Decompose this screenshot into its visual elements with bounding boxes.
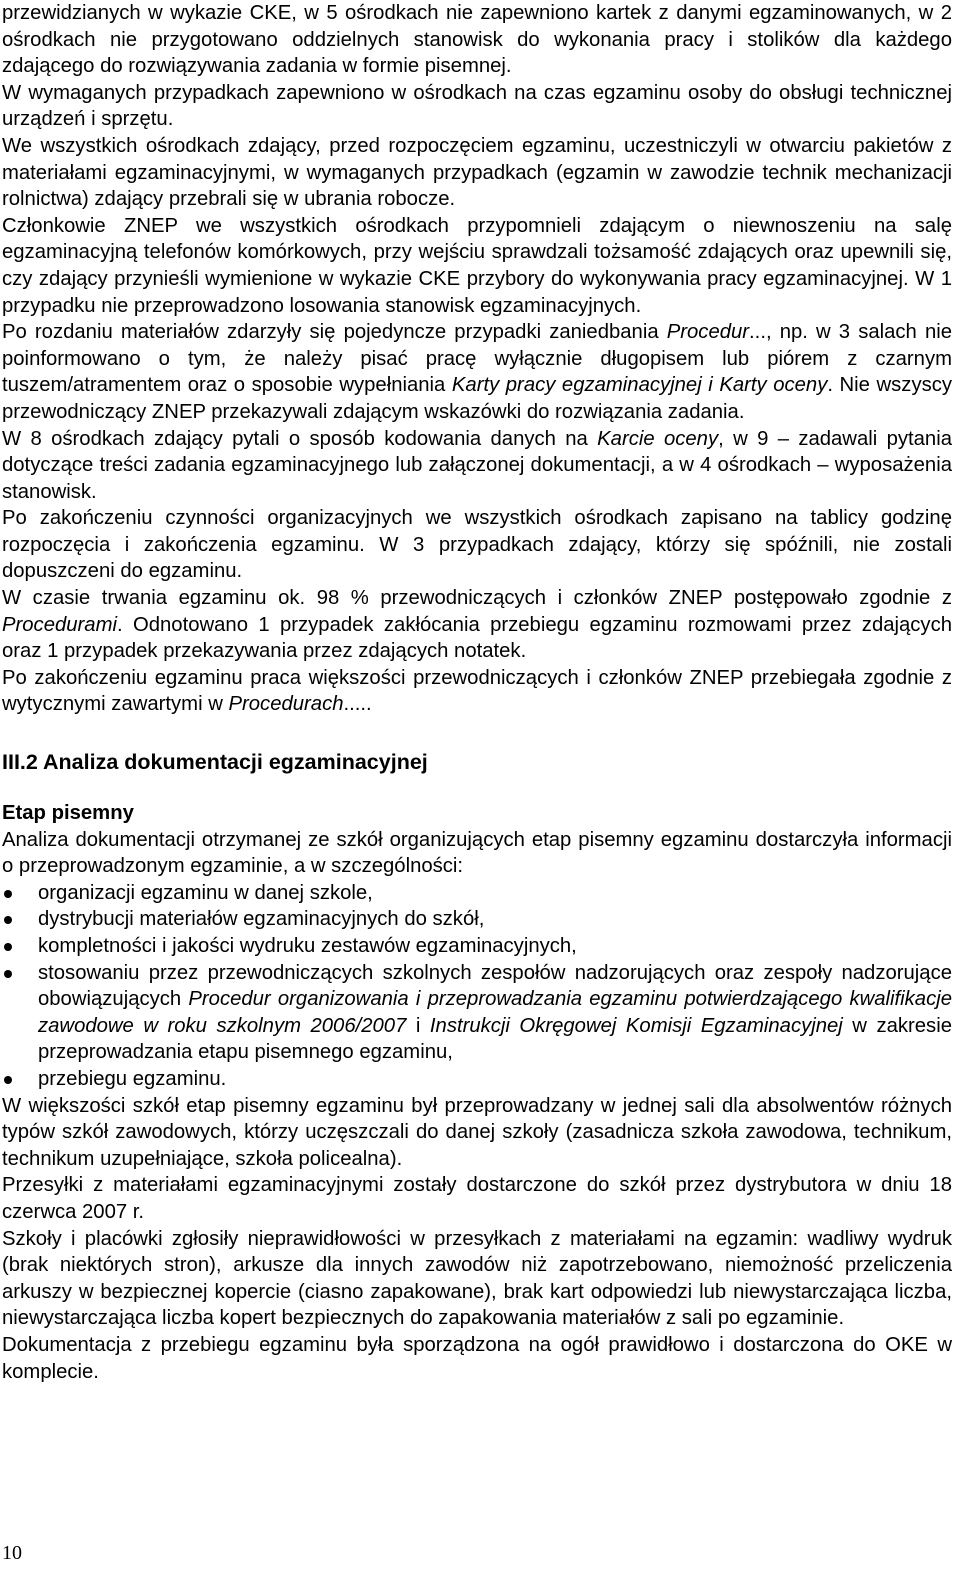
text-segment: Szkoły i placówki zgłosiły nieprawidłowości w przesyłkach z materiałami na egzamin: wadliwy wydruk (brak niektórych stron), arkusze dla innych zawodów niż zapotrzebowano, niemożność przeliczenia arkuszy w bezpiecznej kopercie (ciasno zapakowane), brak kart odpowiedzi lub niewystarczająca liczba, niewystarczająca liczba kopert bezpiecznych do zapakowania materiałów z sali po egzaminie. [2, 1227, 952, 1330]
paragraph [2, 80, 952, 133]
text-segment: We wszystkich ośrodkach zdający, przed rozpoczęciem egzaminu, uczestniczyli w otwarciu pakietów z materiałami egzaminacyjnymi, w wymaganych przypadkach (egzamin w zawodzie technik mechanizacji rolnictwa) zdający przebrali się w ubrania robocze. [2, 134, 952, 211]
list-item [2, 933, 952, 960]
bullet-list [2, 880, 952, 1093]
paragraph [2, 505, 952, 585]
section-heading: III.2 Analiza dokumentacji egzaminacyjnej [2, 750, 428, 775]
text-segment: . Nie wszyscy przewodniczący ZNEP przekazywali zdającym wskazówki do rozwiązania zadania. [2, 374, 953, 423]
top-paragraphs [2, 0, 952, 718]
italic-text: Procedur [666, 321, 750, 344]
text-segment: Po zakończeniu czynności organizacyjnych we wszystkich ośrodkach zapisano na tablicy godzinę rozpoczęcia i zakończenia egzaminu. W 3 przypadkach zdający, którzy się spóźnili, nie zostali dopuszczeni do egzaminu. [2, 507, 952, 583]
list-item [2, 960, 952, 1066]
text-segment: Przesyłki z materiałami egzaminacyjnymi zostały dostarczone do szkół przez dystrybutora w dniu 18 czerwca 2007 r. [2, 1174, 952, 1223]
text-segment: Dokumentacja z przebiegu egzaminu była sporządzona na ogół prawidłowo i dostarczona do OKE w komplecie. [2, 1333, 952, 1383]
text-segment: ..., np. w 3 salach nie poinformowano o tym, że należy pisać pracę wyłącznie długopisem lub piórem z czarnym tuszem/atramentem oraz o sposobie wypełniania [2, 321, 953, 397]
bullet-icon [4, 943, 12, 951]
sub-heading: Etap pisemny [2, 802, 134, 825]
italic-text: Karcie oceny [597, 427, 719, 450]
text-segment: Członkowie ZNEP we wszystkich ośrodkach przypomnieli zdającym o niewnoszeniu na salę egzaminacyjną telefonów komórkowych, przy wejściu sprawdzali tożsamość zdających oraz upewnili się, czy zdający przynieśli wymienione w wykazie CKE przybory do wykonywania pracy egzaminacyjnej. W 1 przypadku nie przeprowadzono losowania stanowisk egzaminacyjnych. [2, 214, 952, 317]
text-segment: Po rozdaniu materiałów zdarzyły się pojedyncze przypadki zaniedbania [2, 321, 667, 344]
bullet-icon [4, 890, 12, 898]
list-item [2, 880, 952, 907]
text-segment: W wymaganych przypadkach zapewniono w ośrodkach na czas egzaminu osoby do obsługi technicznej urządzeń i sprzętu. [2, 81, 952, 131]
list-item [2, 1066, 952, 1093]
italic-text: Procedur organizowania i przeprowadzania egzaminu potwierdzającego kwalifikacje zawodowe w roku szkolnym 2006/2007 [38, 988, 953, 1037]
text-segment: W większości szkół etap pisemny egzaminu był przeprowadzany w jednej sali dla absolwentów różnych typów szkół zawodowych, którzy uczęszczali do danej szkoły (zasadnicza szkoła zawodowa, technikum, technikum uzupełniające, szkoła policealna). [2, 1094, 952, 1170]
paragraph [2, 1226, 952, 1332]
paragraph [2, 665, 952, 718]
text-segment: , w 9 – zadawali pytania dotyczące treści zadania egzaminacyjnego lub załączonej dokumentacji, a w 4 ośrodkach – wyposażenia stanowisk. [2, 427, 952, 503]
paragraph [2, 0, 952, 80]
paragraph [2, 319, 952, 425]
list-item [2, 906, 952, 933]
text-segment: dystrybucji materiałów egzaminacyjnych do szkół, [38, 908, 485, 931]
bullet-icon [4, 1076, 12, 1084]
bottom-paragraphs [2, 1093, 952, 1386]
intro-paragraph: Analiza dokumentacji otrzymanej ze szkół organizujących etap pisemny egzaminu dostarczyła informacji o przeprowadzonym egzaminie, a w szczególności: [2, 828, 952, 878]
text-segment: ..... [343, 693, 372, 716]
text-segment: przebiegu egzaminu. [38, 1067, 227, 1090]
italic-text: Procedurami [2, 613, 117, 636]
document-page [2, 0, 952, 1385]
text-segment: . Odnotowano 1 przypadek zakłócania przebiegu egzaminu rozmowami przez zdających oraz 1 przypadek przekazywania przez zdających notatek. [2, 613, 952, 663]
text-segment: i [406, 1014, 430, 1037]
italic-text: Instrukcji Okręgowej Komisji Egzaminacyjnej [429, 1014, 843, 1037]
paragraph [2, 426, 952, 506]
paragraph [2, 213, 952, 319]
paragraph [2, 585, 952, 665]
paragraph [2, 1093, 952, 1173]
text-segment: W czasie trwania egzaminu ok. 98 % przewodniczących i członków ZNEP postępowało zgodnie z [2, 587, 952, 610]
text-segment: Po zakończeniu egzaminu praca większości przewodniczących i członków ZNEP przebiegała zgodnie z wytycznymi zawartymi w [2, 666, 952, 716]
page-number: 10 [2, 1542, 22, 1564]
text-segment: przewidzianych w wykazie CKE, w 5 ośrodkach nie zapewniono kartek z danymi egzaminowanych, w 2 ośrodkach nie przygotowano oddzielnych stanowisk do wykonania pracy i stolików dla każdego zdającego do rozwiązywania zadania w formie pisemnej. [2, 2, 952, 78]
bullet-icon [4, 916, 12, 924]
text-segment: w zakresie przeprowadzania etapu pisemnego egzaminu, [38, 1014, 952, 1064]
text-segment: organizacji egzaminu w danej szkole, [38, 881, 373, 904]
text-segment: kompletności i jakości wydruku zestawów egzaminacyjnych, [38, 935, 577, 957]
text-segment: W 8 ośrodkach zdający pytali o sposób kodowania danych na [2, 427, 598, 450]
italic-text: Procedurach [228, 693, 344, 716]
paragraph [2, 133, 952, 213]
text-segment: stosowaniu przez przewodniczących szkolnych zespołów nadzorujących oraz zespoły nadzorujące obowiązujących [38, 961, 952, 1011]
paragraph [2, 1172, 952, 1225]
bullet-icon [4, 970, 12, 978]
italic-text: Karty pracy egzaminacyjnej i Karty oceny [451, 374, 828, 397]
paragraph [2, 1332, 952, 1385]
